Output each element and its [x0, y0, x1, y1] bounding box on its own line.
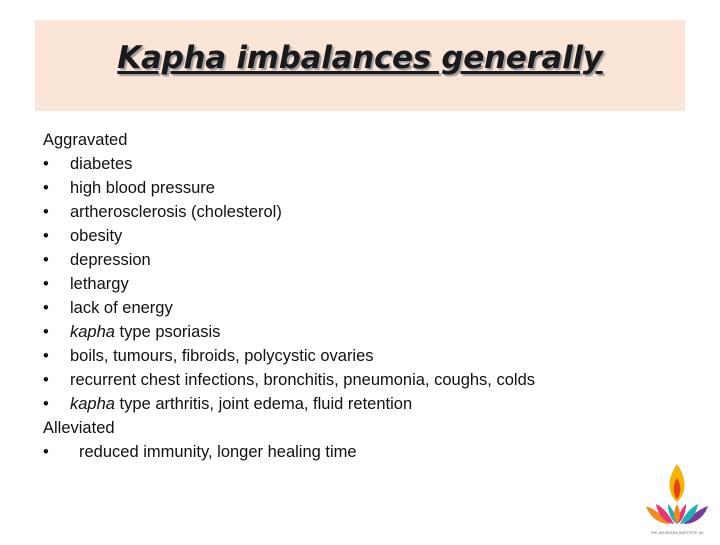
- bullet-icon: •: [43, 371, 49, 389]
- bullet-icon: •: [43, 179, 49, 197]
- bullet-icon: •: [43, 323, 49, 341]
- institute-logo: [640, 460, 710, 540]
- list-item: • depression: [43, 248, 663, 272]
- list-item: • artherosclerosis (cholesterol): [43, 200, 663, 224]
- diya-lamp-icon: [640, 460, 710, 540]
- bullet-icon: •: [43, 227, 49, 245]
- title-banner: [35, 20, 685, 111]
- bullet-icon: •: [43, 347, 49, 365]
- list-item: • recurrent chest infections, bronchitis, pneumonia, coughs, colds: [43, 368, 663, 392]
- bullet-icon: •: [43, 155, 49, 173]
- list-item: • kapha type arthritis, joint edema, fluid retention: [43, 392, 663, 416]
- page-title: Kapha imbalances generally: [117, 39, 603, 76]
- list-item: • kapha type psoriasis: [43, 320, 663, 344]
- content-body: [43, 128, 663, 464]
- aggravated-list: [43, 152, 663, 416]
- alleviated-list: [43, 440, 663, 464]
- list-item: • high blood pressure: [43, 176, 663, 200]
- logo-caption: THE AYURVEDA INSTITUTE UK: [650, 531, 704, 535]
- list-item: • lack of energy: [43, 296, 663, 320]
- bullet-icon: •: [43, 251, 49, 269]
- aggravated-heading: Aggravated: [43, 131, 128, 149]
- bullet-icon: •: [43, 275, 49, 293]
- bullet-icon: •: [43, 395, 49, 413]
- list-item: • obesity: [43, 224, 663, 248]
- list-item: • lethargy: [43, 272, 663, 296]
- list-item: • boils, tumours, fibroids, polycystic ovaries: [43, 344, 663, 368]
- bullet-icon: •: [43, 443, 49, 461]
- alleviated-heading: Alleviated: [43, 419, 115, 437]
- list-item: • diabetes: [43, 152, 663, 176]
- list-item: • reduced immunity, longer healing time: [43, 440, 663, 464]
- bullet-icon: •: [43, 299, 49, 317]
- bullet-icon: •: [43, 203, 49, 221]
